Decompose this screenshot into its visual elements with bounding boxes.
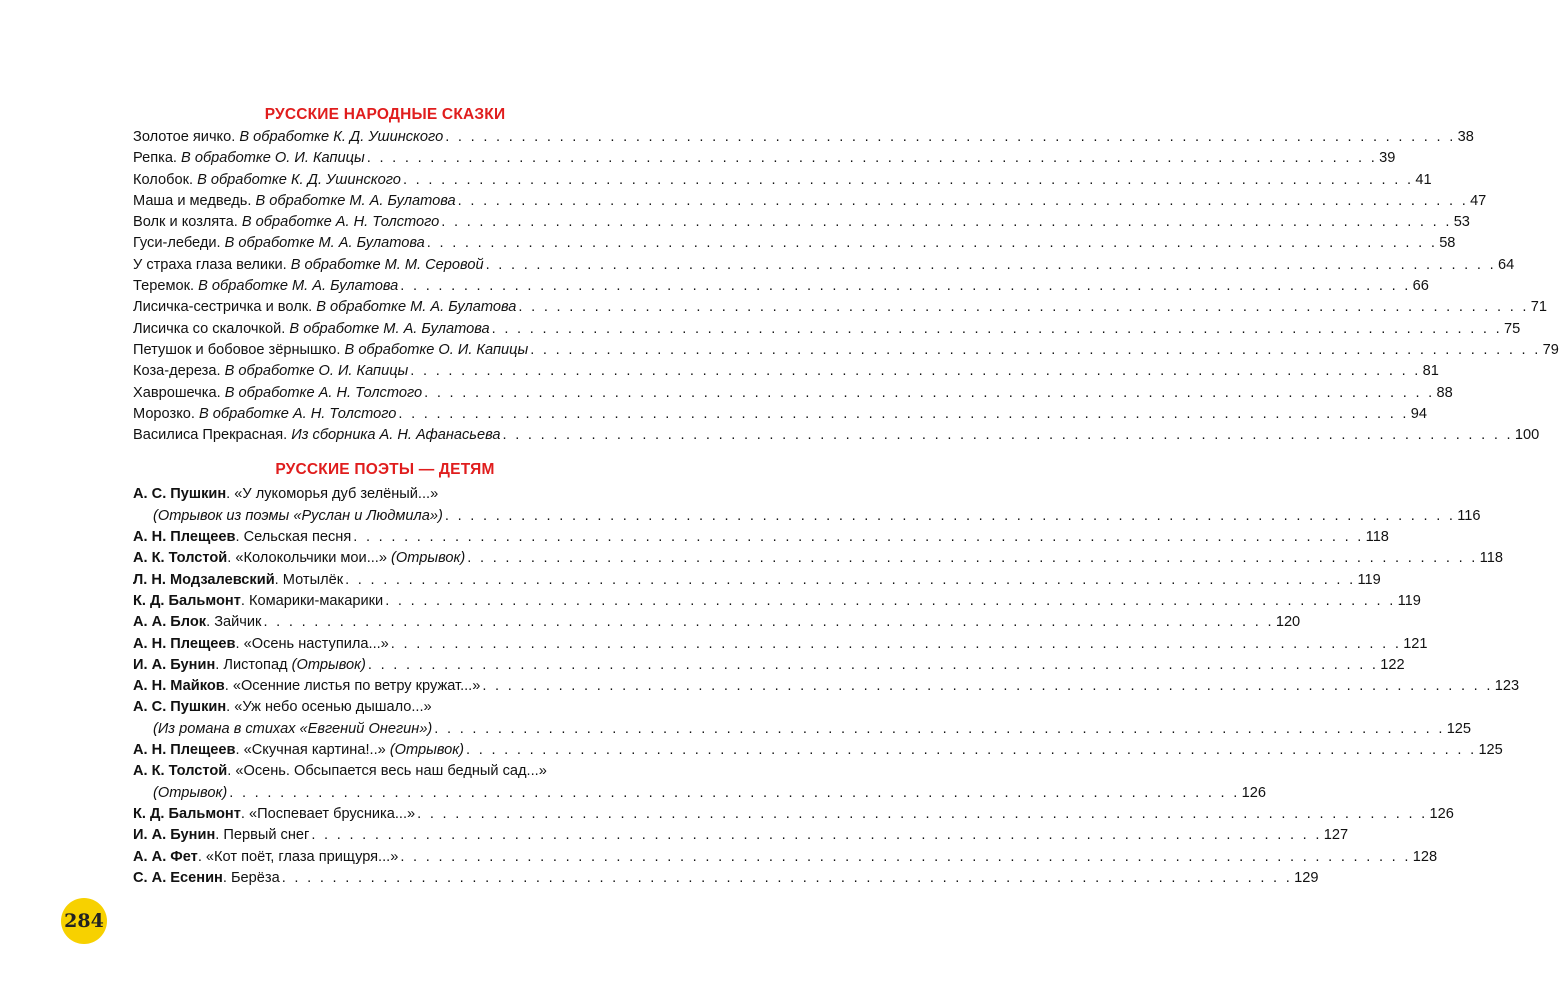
page-number: 53: [1453, 214, 1470, 231]
entry-title: Маша и медведь.: [133, 192, 256, 209]
toc: [133, 103, 1559, 889]
page-number: 125: [1446, 720, 1472, 737]
page-number: 126: [1429, 805, 1454, 822]
entry-adaptation: В обработке М. А. Булатова: [198, 278, 399, 295]
toc-entry[interactable]: [133, 506, 1481, 527]
dot-leader: [424, 383, 1434, 404]
entry-title: . Листопад: [215, 656, 292, 673]
toc-entry[interactable]: [133, 276, 1429, 297]
entry-note: (Отрывок): [391, 550, 466, 567]
page-number: 94: [1410, 405, 1428, 422]
page-number-badge: 284: [61, 898, 107, 944]
entry-title: Василиса Прекрасная.: [133, 427, 292, 444]
toc-entry[interactable]: [133, 548, 1503, 569]
entry-adaptation: В обработке О. И. Капицы: [224, 363, 409, 380]
page-number: 129: [1294, 869, 1319, 886]
toc-entry[interactable]: [133, 655, 1405, 676]
toc-entry[interactable]: [133, 825, 1349, 846]
dot-leader: [434, 719, 1444, 740]
dot-leader: [282, 868, 1292, 889]
entry-title: . «Осень. Обсыпается весь наш бедный сад...»: [227, 763, 547, 780]
toc-entry[interactable]: [133, 127, 1474, 148]
dot-leader: [311, 825, 1321, 846]
toc-entry[interactable]: [133, 255, 1515, 276]
entry-text: [133, 655, 366, 676]
toc-entry[interactable]: [133, 719, 1472, 740]
entry-title: Лисичка-сестричка и волк.: [133, 299, 317, 316]
page-number: 64: [1497, 256, 1515, 273]
entry-adaptation: В обработке М. М. Серовой: [290, 256, 484, 273]
entry-title: Коза-дереза.: [133, 363, 225, 380]
entry-adaptation: В обработке М. А. Булатова: [255, 192, 456, 209]
entry-text: [133, 847, 398, 868]
dot-leader: [441, 212, 1451, 233]
entry-text: [133, 527, 351, 548]
entry-author: К. Д. Бальмонт: [133, 592, 241, 609]
entry-adaptation: В обработке М. А. Булатова: [289, 320, 490, 337]
dot-leader: [417, 804, 1427, 825]
entry-text: [133, 612, 261, 633]
dot-leader: [398, 404, 1408, 425]
toc-entry[interactable]: [133, 233, 1456, 254]
entry-title: Морозко.: [133, 405, 199, 422]
page-number: 81: [1422, 363, 1439, 380]
entry-author: А. А. Фет: [133, 848, 198, 865]
dot-leader: [403, 170, 1413, 191]
dot-leader: [263, 612, 1273, 633]
toc-entry[interactable]: [133, 404, 1428, 425]
entry-author: А. С. Пушкин: [133, 699, 227, 716]
dot-leader: [503, 425, 1513, 446]
entry-text: [133, 506, 443, 527]
entry-text: [133, 591, 383, 612]
dot-leader: [400, 276, 1410, 297]
toc-entry[interactable]: [133, 383, 1453, 404]
entry-text: [133, 825, 309, 846]
entry-text: [133, 804, 415, 825]
entry-adaptation: В обработке О. И. Капицы: [181, 150, 365, 167]
page-number: 41: [1415, 171, 1432, 188]
entry-text: [133, 783, 227, 804]
toc-entry[interactable]: [133, 591, 1421, 612]
page-number: 123: [1494, 678, 1520, 695]
page-number: 71: [1530, 299, 1548, 316]
entry-adaptation: Из сборника А. Н. Афанасьева: [291, 427, 501, 444]
toc-entry[interactable]: [133, 868, 1319, 889]
entry-text: [133, 740, 464, 761]
entry-title: Гуси-лебеди.: [133, 235, 225, 252]
entry-text: [133, 319, 490, 340]
entry-title: . «Скучная картина!..»: [235, 742, 390, 759]
entry-author: А. С. Пушкин: [133, 486, 227, 503]
entry-note: (Отрывок): [389, 742, 465, 759]
toc-entry[interactable]: [133, 191, 1487, 212]
entry-text: [133, 404, 396, 425]
toc-entry[interactable]: [133, 361, 1439, 382]
entry-title: У страха глаза велики.: [133, 256, 291, 273]
dot-leader: [458, 191, 1468, 212]
entry-title: Теремок.: [133, 278, 199, 295]
poets-list: [133, 484, 1520, 889]
page-number: 38: [1457, 129, 1474, 145]
page-number: 126: [1241, 784, 1266, 801]
toc-entry-first-line[interactable]: [133, 761, 637, 782]
entry-text: [133, 340, 528, 361]
entry-adaptation: В обработке А. Н. Толстого: [198, 405, 397, 422]
dot-leader: [445, 506, 1455, 527]
entry-title: Репка.: [133, 150, 182, 167]
entry-adaptation: В обработке К. Д. Ушинского: [239, 129, 444, 145]
entry-title: . «Осенние листья по ветру кружат...»: [224, 678, 481, 695]
entry-adaptation: В обработке А. Н. Толстого: [224, 384, 423, 401]
page-number: 88: [1436, 384, 1453, 401]
dot-leader: [391, 634, 1401, 655]
page-number: 128: [1412, 848, 1438, 865]
toc-entry[interactable]: [133, 634, 1428, 655]
entry-text: [133, 276, 398, 297]
section-title-poets: РУССКИЕ ПОЭТЫ — ДЕТЯМ: [275, 461, 495, 479]
page-number: 121: [1403, 635, 1428, 652]
page-number: 39: [1379, 150, 1396, 167]
entry-text: [133, 148, 365, 169]
entry-title: Лисичка со скалочкой.: [133, 320, 290, 337]
page-number: 122: [1380, 656, 1405, 673]
entry-text: [133, 719, 432, 740]
page-number: 118: [1479, 550, 1503, 567]
toc-entry[interactable]: [133, 676, 1520, 697]
entry-author: А. Н. Плещеев: [133, 529, 236, 546]
toc-entry[interactable]: [133, 170, 1432, 191]
entry-text: [133, 255, 484, 276]
section-title-folk-tales: РУССКИЕ НАРОДНЫЕ СКАЗКИ: [264, 106, 506, 123]
toc-entry[interactable]: [133, 425, 1540, 446]
dot-leader: [385, 591, 1395, 612]
dot-leader: [467, 548, 1477, 569]
entry-text: [133, 170, 401, 191]
folk-tales-list: [133, 127, 1559, 446]
toc-entry[interactable]: [133, 148, 1396, 169]
entry-author: К. Д. Бальмонт: [133, 805, 241, 822]
page-number: 100: [1514, 427, 1540, 444]
toc-entry[interactable]: [133, 212, 1470, 233]
toc-entry-first-line[interactable]: [133, 484, 637, 505]
entry-author: А. А. Блок: [133, 614, 207, 631]
entry-note: (Из романа в стихах «Евгений Онегин»): [153, 720, 433, 737]
entry-note: (Отрывок из поэмы «Руслан и Людмила»): [153, 507, 443, 524]
entry-adaptation: В обработке К. Д. Ушинского: [197, 171, 401, 188]
entry-text: [133, 425, 501, 446]
entry-text: [133, 548, 465, 569]
entry-title: Колобок.: [133, 171, 198, 188]
toc-entry[interactable]: [133, 297, 1548, 318]
page-number: 125: [1478, 742, 1503, 759]
entry-author: А. К. Толстой: [133, 763, 228, 780]
entry-text: [133, 634, 389, 655]
entry-text: [133, 212, 439, 233]
dot-leader: [368, 655, 1378, 676]
toc-entry[interactable]: [133, 319, 1521, 340]
entry-text: [133, 570, 343, 591]
entry-text: [133, 383, 422, 404]
dot-leader: [530, 340, 1540, 361]
toc-entry[interactable]: [133, 612, 1301, 633]
dot-leader: [466, 740, 1476, 761]
dot-leader: [353, 527, 1363, 548]
dot-leader: [518, 297, 1528, 318]
dot-leader: [427, 233, 1437, 254]
dot-leader: [492, 319, 1502, 340]
entry-title: Петушок и бобовое зёрнышко.: [133, 341, 345, 358]
entry-title: . «Поспевает брусника...»: [240, 805, 416, 822]
entry-adaptation: В обработке М. А. Булатова: [224, 235, 425, 252]
entry-text: [133, 127, 443, 148]
entry-title: . «Осень наступила...»: [235, 635, 389, 652]
page-number: 116: [1457, 507, 1481, 524]
dot-leader: [410, 361, 1420, 382]
entry-note: (Отрывок): [291, 656, 366, 673]
entry-text: [133, 361, 408, 382]
entry-title: . «У лукоморья дуб зелёный...»: [226, 486, 439, 503]
dot-leader: [345, 570, 1355, 591]
entry-author: С. А. Есенин: [133, 869, 223, 886]
entry-title: . «Кот поёт, глаза прищуря...»: [197, 848, 399, 865]
entry-title: . Первый снег: [215, 827, 310, 844]
entry-author: И. А. Бунин: [133, 656, 216, 673]
entry-note: (Отрывок): [153, 784, 228, 801]
entry-adaptation: В обработке М. А. Булатова: [316, 299, 517, 316]
entry-author: А. Н. Майков: [133, 678, 225, 695]
dot-leader: [229, 783, 1239, 804]
entry-title: . Берёза: [222, 869, 280, 886]
toc-entry[interactable]: [133, 740, 1503, 761]
entry-adaptation: В обработке О. И. Капицы: [344, 341, 529, 358]
page-number: 66: [1412, 278, 1429, 295]
entry-title: . Зайчик: [206, 614, 262, 631]
entry-author: И. А. Бунин: [133, 827, 216, 844]
page-number: 79: [1542, 341, 1559, 358]
entry-text: [133, 868, 280, 889]
entry-author: А. Н. Плещеев: [133, 635, 236, 652]
page-number: 119: [1357, 571, 1381, 588]
entry-title: Волк и козлята.: [133, 214, 242, 231]
page-number: 119: [1397, 592, 1421, 609]
entry-title: Золотое яичко.: [133, 129, 240, 145]
entry-title: . Мотылёк: [274, 571, 344, 588]
dot-leader: [445, 127, 1455, 148]
toc-entry[interactable]: [133, 570, 1381, 591]
toc-entry[interactable]: [133, 527, 1389, 548]
entry-title: . Сельская песня: [235, 529, 352, 546]
entry-author: Л. Н. Модзалевский: [133, 571, 275, 588]
entry-author: А. К. Толстой: [133, 550, 228, 567]
toc-entry[interactable]: [133, 847, 1438, 868]
entry-title: . «Уж небо осенью дышало...»: [226, 699, 432, 716]
entry-adaptation: В обработке А. Н. Толстого: [241, 214, 440, 231]
entry-text: [133, 297, 516, 318]
page-number: 118: [1365, 529, 1389, 546]
toc-entry[interactable]: [133, 340, 1559, 361]
dot-leader: [367, 148, 1377, 169]
toc-entry[interactable]: [133, 804, 1454, 825]
page-number: 47: [1470, 192, 1487, 209]
entry-author: А. Н. Плещеев: [133, 742, 236, 759]
entry-text: [133, 676, 480, 697]
entry-title: . «Колокольчики мои...»: [227, 550, 392, 567]
page-number: 75: [1504, 320, 1521, 337]
entry-text: [133, 233, 425, 254]
page-number: 58: [1439, 235, 1456, 252]
dot-leader: [486, 255, 1496, 276]
entry-title: Хаврошечка.: [133, 384, 225, 401]
toc-entry-first-line[interactable]: [133, 697, 637, 718]
dot-leader: [482, 676, 1492, 697]
page-number: 127: [1323, 827, 1349, 844]
entry-text: [133, 191, 456, 212]
entry-title: . Комарики-макарики: [240, 592, 384, 609]
toc-entry[interactable]: [133, 783, 1266, 804]
page-number: 120: [1275, 614, 1301, 631]
dot-leader: [400, 847, 1410, 868]
